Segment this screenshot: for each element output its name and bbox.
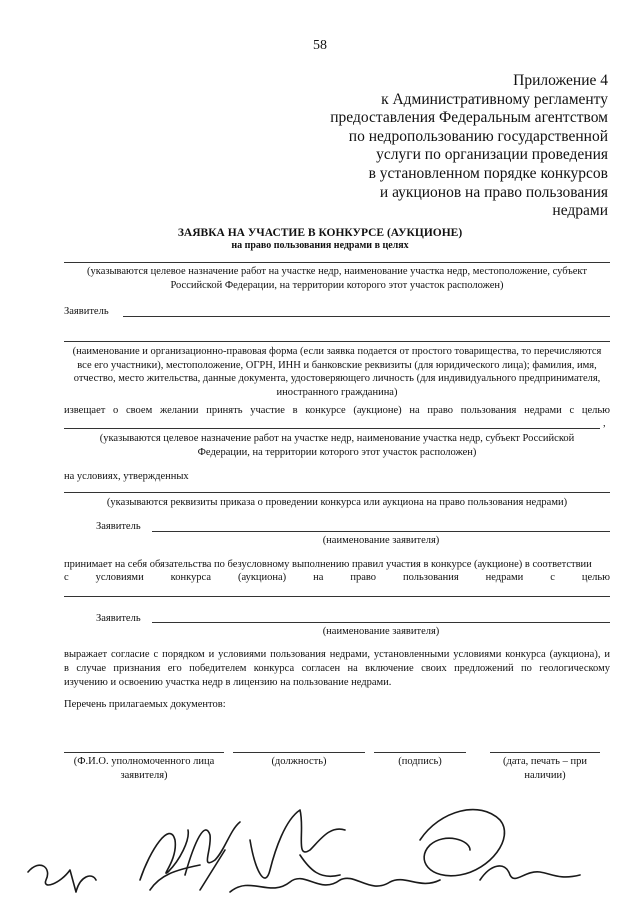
appendix-line: в установленном порядке конкурсов [368, 164, 608, 182]
appendix-line: и аукционов на право пользования [379, 183, 608, 201]
conditions-line[interactable] [64, 492, 610, 493]
obligation-text-line1: принимает на себя обязательства по безусловному выполнению правил участия в конкурсе (аукционе) в соответствии [64, 559, 592, 570]
appendix-line: услуги по организации проведения [376, 146, 608, 164]
applicant2-line[interactable] [152, 531, 610, 532]
conditions-hint: (указываются реквизиты приказа о проведении конкурса или аукциона на право пользования недрами) [106, 497, 568, 508]
signature-scribble-1 [28, 865, 96, 892]
applicant3-line[interactable] [152, 622, 610, 623]
signature-caption: (подпись) [398, 756, 442, 767]
form-title: ЗАЯВКА НА УЧАСТИЕ В КОНКУРСЕ (АУКЦИОНЕ) [177, 227, 463, 239]
applicant2-label: Заявитель [96, 521, 141, 532]
applicant-line[interactable] [123, 316, 610, 317]
page-number: 58 [313, 38, 327, 53]
date-caption: (дата, печать – при наличии) [503, 756, 587, 781]
signature-scribble-2 [140, 830, 200, 890]
signature-line[interactable] [374, 752, 466, 753]
appendix-header [278, 72, 608, 221]
appendix-line: недрами [552, 202, 608, 220]
appendix-line: по недропользованию государственной [348, 127, 608, 145]
appendix-line: к Административному регламенту [381, 90, 608, 108]
obligation-line[interactable] [64, 596, 610, 597]
fio-caption: (Ф.И.О. уполномоченного лица заявителя) [73, 756, 215, 781]
notice-hint: (указываются целевое назначение работ на участке недр, наименование участка недр, субъект Российской Федерации, на территории которого этот участок расположен) [99, 433, 575, 458]
signature-scribble-5 [230, 878, 440, 892]
obligation-text-line2: с условиями конкурса (аукциона) на право пользования недрами с целью [64, 572, 610, 583]
notice-text: извещает о своем желании принять участие в конкурсе (аукционе) на право пользования недрами с целью [64, 405, 610, 416]
fio-line[interactable] [64, 752, 224, 753]
applicant-name-caption: (наименование заявителя) [322, 535, 440, 546]
position-caption: (должность) [271, 756, 327, 767]
appendix-line: Приложение 4 [513, 72, 608, 89]
signature-scribble-3 [185, 822, 240, 890]
appendix-line: предоставления Федеральным агентством [330, 109, 608, 127]
purpose-line[interactable] [64, 262, 610, 263]
handwritten-signatures [0, 780, 640, 905]
applicant-name-caption-2: (наименование заявителя) [322, 626, 440, 637]
applicant-details-line[interactable] [64, 341, 610, 342]
documents-label: Перечень прилагаемых документов: [64, 699, 226, 710]
applicant-label: Заявитель [64, 306, 109, 317]
signature-scribble-7 [480, 866, 580, 880]
notice-comma: , [603, 418, 606, 429]
signature-scribble-6 [420, 810, 504, 876]
position-line[interactable] [233, 752, 365, 753]
date-line[interactable] [490, 752, 600, 753]
form-subtitle: на право пользования недрами в целях [231, 240, 409, 251]
consent-text: выражает согласие с порядком и условиями пользования недрами, установленными условиями конкурса (аукциона), и в случае признания его победителем конкурса согласен на включение своих предложений по геологическому изучению и освоению участка недр в лицензию на пользование недрами. [64, 649, 610, 688]
signature-scribble-4 [250, 810, 345, 878]
applicant3-label: Заявитель [96, 613, 141, 624]
purpose-hint: (указываются целевое назначение работ на участке недр, наименование участка недр, местоположение, субъект Российской Федерации, на территории которого этот участок расположен) [87, 266, 587, 291]
conditions-label: на условиях, утвержденных [64, 471, 189, 482]
applicant-hint: (наименование и организационно-правовая форма (если заявка подается от простого товарищества, то перечисляются все его участники), местоположение, ОГРН, ИНН и банковские реквизиты (для юридического лица); фамилия, имя, отчество, место жительства, данные документа, удостоверяющего личность (для индивидуального предпринимателя, иностранного гражданина) [72, 346, 602, 398]
notice-line[interactable] [64, 428, 600, 429]
